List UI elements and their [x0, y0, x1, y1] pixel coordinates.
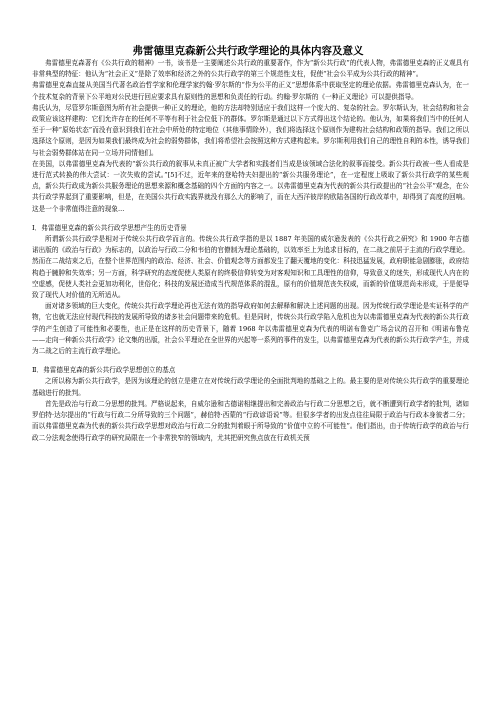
body-paragraph: 弗氏认为，尽管罗尔斯意图为所有社会提供一种正义的理论，他的方法却特别适应于我们这样一个庞大的、复杂的社会。罗尔斯认为，社会结构和社会政策应该这样建构：它们允许存在的任何不平等有利于社会位低下的群体。罗尔斯是通过以下方式得出这个结论的。他认为，如果将我们当中的任何人至于一种“原始状态”而没有意识到我们在社会中所处的特定地位（其他事情除外），我们将选择这个原则作为建构社会结构和政策的指导。我们之所以选择这个原则，是因为如果我们最终成为社会的弱势群体，我们将希望社会按照这种方式建构起来。罗尔斯利用我们自己的理性自利的本性，诱导我们与社会弱势群体站在同一立场并同情他们。 — [32, 103, 469, 157]
section-heading: Ⅱ．弗雷德里克森的新公共行政学思想创立的基点 — [32, 366, 176, 375]
body-paragraph: 首先是政治与行政二分思想的批判。严格说起来，自威尔逊和古德诺相继提出和完善政治与行政二分思想之后，就不断遭到行政学者的批判，诸如罗伯特·达尔提出的“行政与行政二分所导致的三个问题”，赫伯特·西蒙的“行政谚语说”等。但很多学者的出发点往往局限于政治与行政本身彼者二分；而以弗雷德里克森为代表的新公共行政学思想对政治与行政二分的批判着眼于所导致的“价值中立的不可能性”。他们指出，由于传统行政学的政治与行政二分法观念使得行政学的研究局限在一个非常狭窄的领域内，尤其把研究焦点放在行政机关预 — [32, 399, 469, 442]
body-paragraph: 弗雷德里克森著有《公共行政的精神》一书，该书是一主要阐述公共行政的重要著作，作为“新公共行政”的代表人物，弗雷德里克森的正义观具有非常典型的特征：他认为“社会正义”是除了效率和经济之外的公共行政学的第三个规范性支柱，促使“社会公平成为公共行政的精神”。 — [32, 59, 469, 79]
body-paragraph: 弗雷德里克森直接从美国当代著名政治哲学家和伦理学家约翰·罗尔斯的“作为公平的正义”思想体系中获取坚定的理论依据。弗雷德里克森认为，在一个技术复杂的背景下公平地对公民进行回应要求具有原则性的思想和负责任的行动。约翰·罗尔斯的《一种正义理论》可以提供指导。 — [32, 81, 469, 101]
body-paragraph: 面对诸多领域的巨大变化，传统公共行政学理论再也无法有效的指导政府如何去解释和解决上述问题的出现。因为传统行政学理论是实证科学的产物，它也就无法应付现代科技的发展所导致的诸多社会问题带来的危机。但是同时，传统公共行政学陷入危机也为以弗雷德里克森为代表的新公共行政学的产生创造了可能性和必要性，也正是在这样的历史背景下，随着 1968 年以弗雷德里克森为代表的明诺布鲁克广场会议的召开和《明诺布鲁克——走向一种新公共行政学》论文集的出版，社会公平理论在全世界的兴起等一系列的事件的发生，以弗雷德里克森为代表的新公共行政学产生，并成为二战之后的主流行政学理论。 — [32, 302, 469, 356]
body-paragraph: 之所以称为新公共行政学，是因为该理论的创立是建立在对传统行政学理论的全面批判地的基础之上的。最主要的是对传统公共行政学的重要理论基础进行的批判。 — [32, 377, 469, 397]
document-title: 弗雷德里克森新公共行政学理论的具体内容及意义 — [132, 45, 364, 57]
section-heading: Ⅰ．弗雷德里克森的新公共行政学思想产生的历史背景 — [32, 223, 187, 232]
body-paragraph: 在美国，以弗雷德里克森为代表的“新公共行政的叙事从未真正被广大学者和实践者们当成是该领域合法化的叙事而接受。新公共行政被一些人看成是进行范式转换的伟大尝试：一次失败的尝试。”[5]不过，近年来的登哈特夫妇提出的“新公共服务理论”，在一定程度上吸取了新公共行政学的某些观点，新公共行政成为新公共服务理论的思想来源和概念基础的四个方面的内容之一。以弗雷德里克森为代表的新公共行政提出的“社会公平”观念，在公共行政学界起到了重要影响，但是，在美国公共行政实践界就没有那么大的影响了，而在大西洋彼岸的欧陆各国的行政改革中，却得到了高度的回响。这是一个非常值得注意的现象... — [32, 159, 469, 213]
document-body — [32, 58, 469, 444]
body-paragraph: 所谓新公共行政学是相对于传统公共行政学而言的。传统公共行政学指的是以 1887 年美国的威尔逊发表的《公共行政之研究》和 1900 年古德诺出版的《政治与行政》为标志的，以政治与行政二分和韦伯的官僚制为理论基础的，以效率至上为追求目标的，在二战之前居于主流的行政学理论。然而在二战结束之后，在整个世界范围内的政治、经济、社会、价值观念等方面都发生了翻天覆地的变化：科技迅猛发展，政府职能急剧膨胀，政府结构趋于臃肿和失效率；另一方面，科学研究的态度促使人类原有的终极信仰转变为对客观知识和工具理性的信仰，导致意义的迷失，形成现代人内在的空虚感，促使人类社会更加功利化，世俗化；科技的发展还造成当代规范体系的混乱，原有的价值规范丧失权威，而新的价值规范尚未形成，于是便导致了现代人对价值的无所适从。 — [32, 235, 469, 300]
